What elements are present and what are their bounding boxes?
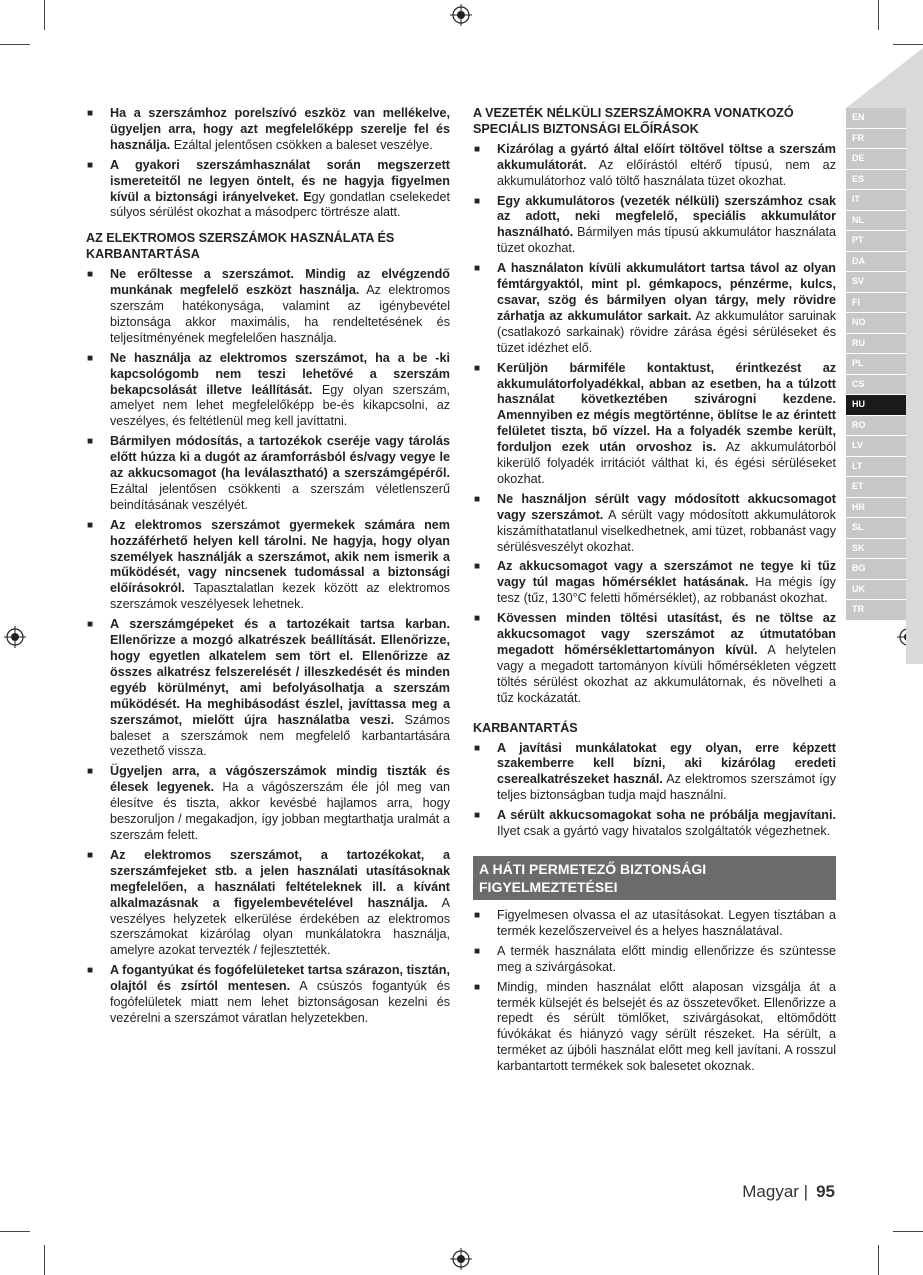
item-bold-text: Bármilyen módosítás, a tartozékok cseréje vagy tárolás előtt húzza ki a dugót az áramforrásból és/vagy vegye le az akkucsomagot (ha leválasztható) a szerszámgépéről. xyxy=(110,434,450,481)
item-text: A csúszós fogantyúk és fogófelületek miatt nem lehet biztonságosan kezelni és vezérelni a szerszámot váratlan helyzetekben. xyxy=(110,979,450,1025)
list-item xyxy=(86,848,450,959)
item-text: Mindig, minden használat előtt alaposan vizsgálja át a termék külsejét és belsejét és az összetevőket. Ellenőrizze a repedt és sérült tömlőket, szivárgásokat, eltömődött fúvókákat és hiányzó vagy sérült részeket. Ha sérült, a terméket az újbóli használat előtt meg kell javítani. A rosszul karbantartott termékek sok balesetet okoznak. xyxy=(497,979,836,1074)
list-item xyxy=(473,142,836,190)
item-bold-text: Az elektromos szerszámot gyermekek számára nem hozzáférhető helyen kell tárolni. Ne hagyja, hogy olyan személyek használják a szerszámot, akik nem ismerik a működését, vagy nincsenek tudomással a biztonsági előírásokról. xyxy=(110,517,450,596)
list-item xyxy=(86,518,450,613)
tab-sl: SL xyxy=(846,518,906,539)
list-item xyxy=(473,492,836,556)
item-bold-text: Kizárólag a gyártó által előírt töltővel töltse a szerszám akkumulátorát. xyxy=(497,141,836,172)
item-bold-text: Az akkucsomagot vagy a szerszámot ne tegye ki tűz vagy túl magas hőmérséklet hatásának. xyxy=(497,559,836,590)
tab-ru: RU xyxy=(846,334,906,355)
list-item xyxy=(86,764,450,844)
tab-hr: HR xyxy=(846,498,906,519)
item-text: Egy olyan szerszám, amelyet nem lehet megfelelőképp be-és kikapcsolni, az veszélyes, és feltétlenül meg kell javíttatni. xyxy=(110,382,450,429)
item-text: Tapasztalatlan kezek között az elektromos szerszámok veszélyesek lehetnek. xyxy=(110,581,450,612)
list-item xyxy=(86,963,450,1027)
crop-mark xyxy=(44,0,45,30)
item-text: Az akkumulátor saruinak (csatlakozó sarkainak) rövidre zárása égési sérüléseket és tüzet idézhet elő. xyxy=(497,308,836,355)
list-item xyxy=(86,158,450,222)
tab-sv: SV xyxy=(846,272,906,293)
tab-uk: UK xyxy=(846,580,906,601)
tab-es: ES xyxy=(846,170,906,191)
item-bold-text: Az elektromos szerszámot, a tartozékokat, a szerszámfejeket stb. a jelen használati utasításoknak megfelelően, a használati feltételeknek ill. a kívánt alkalmazásnak a figyelembevételével használja. xyxy=(110,847,450,910)
list-item xyxy=(473,361,836,488)
crop-mark xyxy=(44,1245,45,1275)
item-text: gy gondatlan cselekedet súlyos sérülést okozhat a másodperc törtrésze alatt. xyxy=(110,189,450,220)
item-bold-text: A fogantyúkat és fogófelületeket tartsa szárazon, tisztán, olajtól és zsírtól mentesen. xyxy=(110,963,450,994)
item-bold-text: A gyakori szerszámhasználat során megszerzett ismereteitől ne legyen öntelt, és ne hagyja figyelmen kívül a biztonsági irányelveket. E xyxy=(110,157,450,204)
item-text: Ha a vágószerszám éle jól meg van élesítve és tiszta, akkor kevésbé hajlamos arra, hogy beszoruljon / megakadjon, így jobban megtarthatja uralmát a szerszám felett. xyxy=(110,780,451,842)
item-text: Ha mégis így tesz (tűz, 130°C feletti hőmérséklet), az robbanást okozhat. xyxy=(497,575,836,606)
item-bold-text: Ne használja az elektromos szerszámot, ha a be -ki kapcsológomb nem teszi lehetővé a szerszám bekapcsolását illetve leállítását. xyxy=(110,350,450,397)
list-item xyxy=(473,944,836,976)
section-heading-usage: AZ ELEKTROMOS SZERSZÁMOK HASZNÁLATA ÉS KARBANTARTÁSA xyxy=(86,231,395,262)
tab-de: DE xyxy=(846,149,906,170)
list-item xyxy=(86,351,450,431)
item-text: A sérült vagy módosított akkumulátorok kiszámíthatatlanul viselkedhetnek, ami tüzet, robbanást vagy sérülésveszélyt okozhat. xyxy=(497,507,836,554)
tab-fi: FI xyxy=(846,293,906,314)
section-heading-cordless: A VEZETÉK NÉLKÜLI SZERSZÁMOKRA VONATKOZÓ SPECIÁLIS BIZTONSÁGI ELŐÍRÁSOK xyxy=(473,106,794,136)
tab-it: IT xyxy=(846,190,906,211)
registration-mark-icon xyxy=(450,4,472,26)
tab-bg: BG xyxy=(846,559,906,580)
tab-no: NO xyxy=(846,313,906,334)
left-column xyxy=(86,106,450,1031)
list-item xyxy=(473,559,836,607)
tab-lt: LT xyxy=(846,457,906,478)
tab-pt: PT xyxy=(846,231,906,252)
registration-mark-icon xyxy=(450,1248,472,1270)
crop-mark xyxy=(0,44,30,45)
registration-mark-icon xyxy=(4,626,26,648)
language-tab-list xyxy=(846,108,906,621)
section-heading-sprayer: A HÁTI PERMETEZŐ BIZTONSÁGI FIGYELMEZTETÉSEI xyxy=(473,856,836,900)
page-number: 95 xyxy=(816,1182,835,1201)
item-text: A termék használata előtt mindig ellenőrizze és szüntesse meg a szivárgásokat. xyxy=(497,943,836,974)
tab-ro: RO xyxy=(846,416,906,437)
item-bold-text: Kerüljön bármiféle kontaktust, érintkezést az akkumulátorfolyadékkal, abban az esetben, ha a túlzott használat következtében szivárogni kezdene. Amennyiben ez mégis megtörténne, öblítse le az érintett felületet tiszta, bő vízzel. Ha a folyadék szembe került, forduljon ezek után orvoshoz is. xyxy=(497,360,836,455)
item-text: Ezáltal jelentősen csökkenti a szerszám véletlenszerű beindításának veszélyét. xyxy=(110,481,450,512)
item-text: Az előírástól eltérő típusú, nem az akkumulátorhoz való töltő használata tüzet okozhat. xyxy=(497,157,836,188)
item-bold-text: A szerszámgépeket és a tartozékait tartsa karban. Ellenőrizze a mozgó alkatrészek beállítását. Ellenőrizze, hogy egyetlen alkatelem sem tört el. Ellenőrizze az összes alkatrész felszerelését / illeszkedését és minden egyéb körülményt, ami befolyásolhatja a szerszám működését. Ha meghibásodást észlel, javíttassa meg a szerszámot, mielőtt újra használatba veszi. xyxy=(110,617,450,727)
list-item xyxy=(473,194,836,258)
list-item xyxy=(473,261,836,356)
list-item xyxy=(86,267,450,347)
item-text: Ezáltal jelentősen csökken a baleset veszélye. xyxy=(170,137,433,152)
item-bold-text: A sérült akkucsomagokat soha ne próbálja megjavítani. xyxy=(497,808,836,823)
tab-lv: LV xyxy=(846,436,906,457)
list-item xyxy=(86,106,450,154)
tab-pl: PL xyxy=(846,354,906,375)
list-item xyxy=(473,611,836,706)
item-text: Ilyet csak a gyártó vagy hivatalos szolgáltatók végezhetnek. xyxy=(497,824,831,839)
tab-et: ET xyxy=(846,477,906,498)
page-footer xyxy=(742,1182,835,1202)
item-text: Az akkumulátorból kikerülő folyadék irritációt válthat ki, és égési sérüléseket okozhat. xyxy=(497,440,836,486)
item-text: Az elektromos szerszámot így teljes biztonságban tudja majd használni. xyxy=(497,772,836,803)
item-bold-text: A használaton kívüli akkumulátort tartsa távol az olyan fémtárgyaktól, mint pl. gémkapocs, pénzérme, kulcs, csavar, szög és bármilyen olyan tárgy, mely rövidre zárhatja az akkumulátor sarkait. xyxy=(497,261,836,323)
tab-nl: NL xyxy=(846,211,906,232)
list-item xyxy=(473,808,836,840)
tab-en: EN xyxy=(846,108,906,129)
item-bold-text: Ha a szerszámhoz porelszívó eszköz van mellékelve, ügyeljen arra, hogy azt megfelelőképp szerelje fel és használja. xyxy=(110,106,450,152)
tab-sk: SK xyxy=(846,539,906,560)
item-text: Bármilyen más típusú akkumulátor használata tüzet okozhat. xyxy=(497,225,836,256)
item-bold-text: A javítási munkálatokat egy olyan, erre képzett szakemberre kell bízni, aki kizárólag eredeti cserealkatrészeket használ. xyxy=(497,740,836,787)
item-text: Az elektromos szerszám hatékonysága, valamint az igénybevétel biztonsága akkor maximális, ha rendeltetésének és teljesítményének megfelelően használja. xyxy=(110,283,451,345)
right-column xyxy=(473,106,836,1079)
list-item xyxy=(86,617,450,760)
tab-fr: FR xyxy=(846,129,906,150)
item-bold-text: Kövessen minden töltési utasítást, és ne töltse az akkucsomagot vagy szerszámot az útmutatóban megadott hőmérséklettartományon kívül. xyxy=(497,611,836,657)
list-item xyxy=(473,908,836,940)
item-bold-text: Ne használjon sérült vagy módosított akkucsomagot vagy szerszámot. xyxy=(497,491,836,522)
tab-cs: CS xyxy=(846,375,906,396)
list-item xyxy=(473,741,836,805)
crop-mark xyxy=(0,1231,30,1232)
footer-language: Magyar | xyxy=(742,1182,809,1201)
item-bold-text: Ügyeljen arra, a vágószerszámok mindig tiszták és élesek legyenek. xyxy=(110,764,450,795)
section-heading-maintenance: KARBANTARTÁS xyxy=(473,720,578,735)
tab-da: DA xyxy=(846,252,906,273)
item-text: Számos baleset a szerszámok nem megfelelő karbantartására vezethető vissza. xyxy=(110,712,450,759)
item-bold-text: Egy akkumulátoros (vezeték nélküli) szerszámhoz csak az adott, neki megfelelő, speciális akkumulátor használható. xyxy=(497,193,836,240)
list-item xyxy=(86,434,450,514)
item-text: A helytelen vagy a megadott tartományon kívüli hőmérsékleten végzett töltés sérülést okozhat az akkumulátornak, és növelheti a tűz kockázatát. xyxy=(497,643,836,705)
crop-mark xyxy=(878,1245,879,1275)
item-text: A veszélyes helyzetek elkerülése érdekében az elektromos szerszámokat kizárólag olyan munkálatokra használja, amelyre azokat tervezték / fejlesztették. xyxy=(110,895,450,958)
item-bold-text: Ne erőltesse a szerszámot. Mindig az elvégzendő munkának megfelelő eszközt használja. xyxy=(110,267,450,298)
tab-tr: TR xyxy=(846,600,906,621)
tab-hu: HU xyxy=(846,395,906,416)
crop-mark xyxy=(893,1231,923,1232)
list-item xyxy=(473,980,836,1075)
item-text: Figyelmesen olvassa el az utasításokat. Legyen tisztában a termék kezelőszerveivel és a helyes használatával. xyxy=(497,907,836,938)
